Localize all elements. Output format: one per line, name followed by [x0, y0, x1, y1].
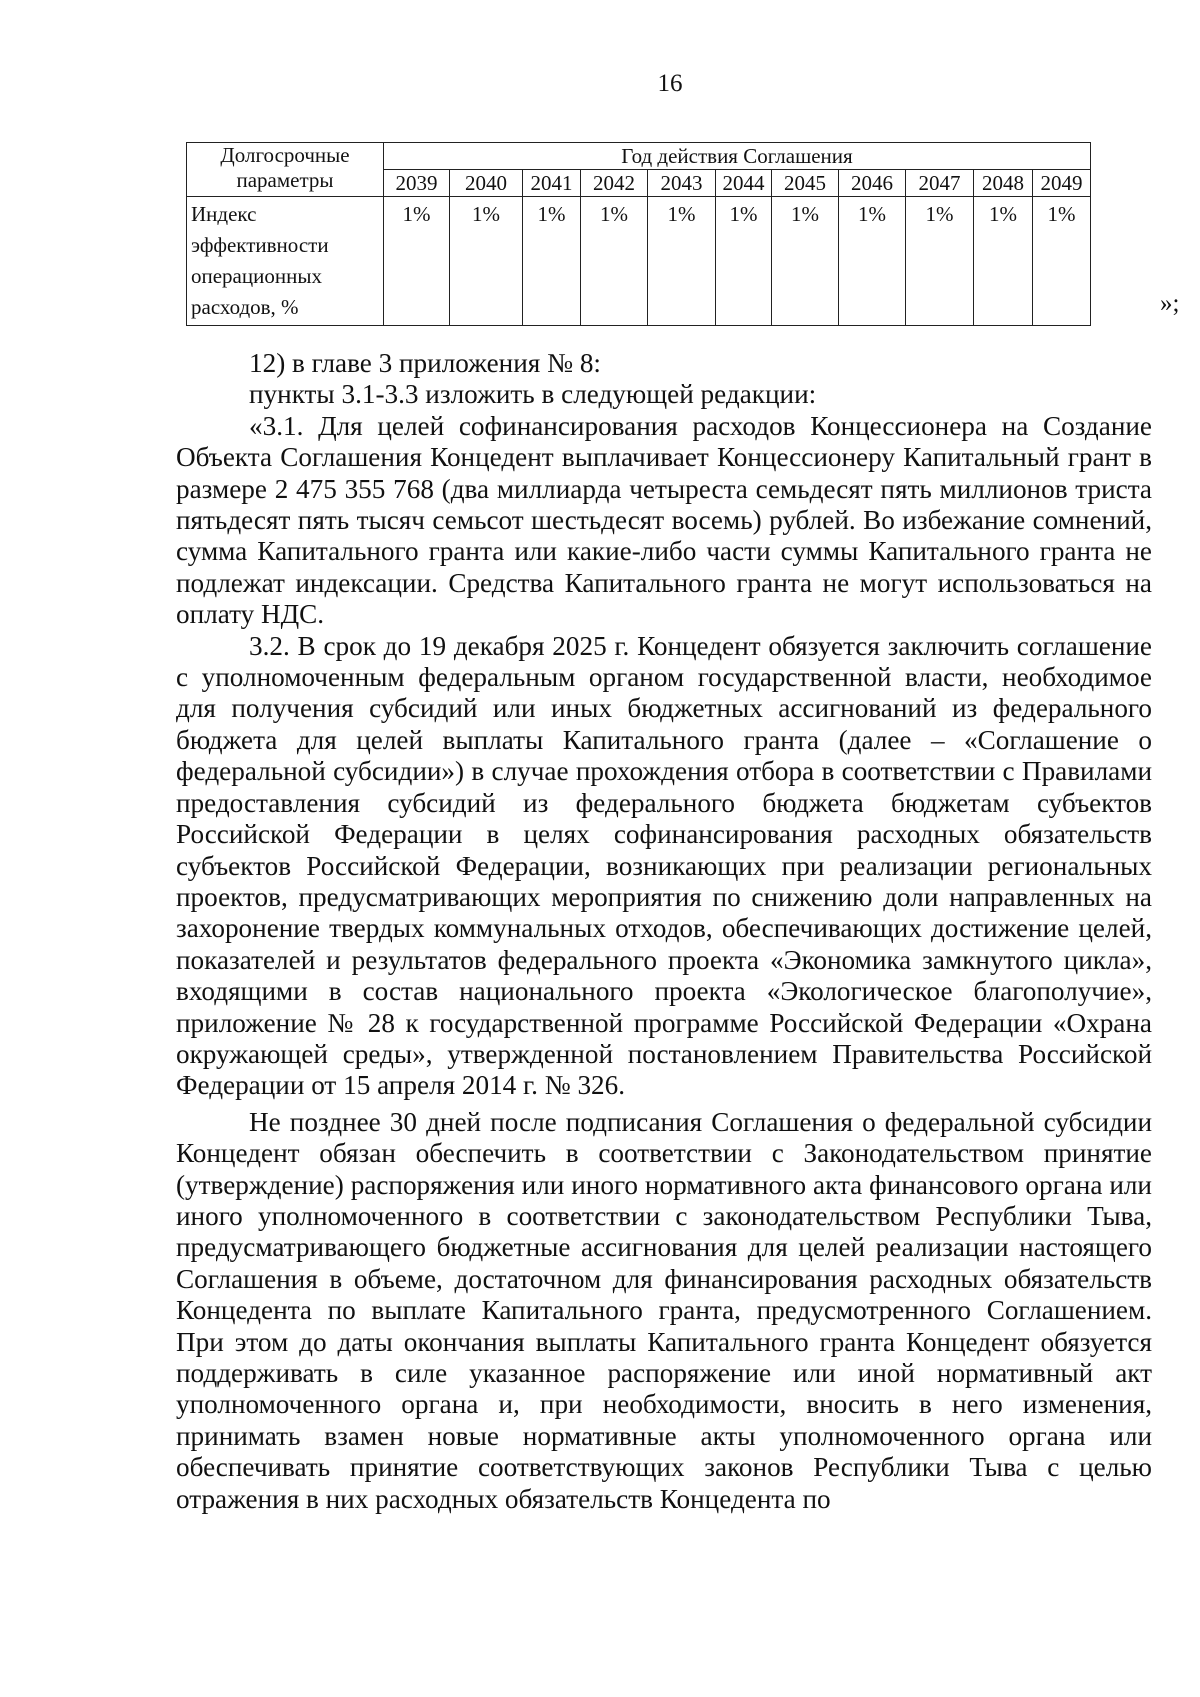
year-cell: 2039: [384, 170, 450, 197]
value-cell: 1%: [581, 197, 648, 326]
paragraph-amendment-intro: пункты 3.1-3.3 изложить в следующей редакции:: [249, 379, 817, 410]
value-cell: 1%: [523, 197, 581, 326]
value-cell: 1%: [450, 197, 523, 326]
long-term-parameters-table: [186, 142, 1091, 326]
year-cell: 2046: [839, 170, 906, 197]
year-cell: 2045: [772, 170, 839, 197]
year-cell: 2049: [1033, 170, 1091, 197]
table-header-row: [187, 143, 1091, 170]
value-cell: 1%: [384, 197, 450, 326]
table-row: [187, 197, 1091, 326]
years-header: Год действия Соглашения: [384, 143, 1091, 170]
value-cell: 1%: [716, 197, 772, 326]
paragraph-3-1: «3.1. Для целей софинансирования расходов Концессионера на Создание Объекта Соглашения Концедент выплачивает Концессионеру Капитальный грант в размере 2 475 355 768 (два миллиарда четыреста семьдесят пять миллионов триста пятьдесят пять тысяч семьсот шестьдесят восемь) рублей. Во избежание сомнений, сумма Капитального гранта или какие-либо части суммы Капитального гранта не подлежат индексации. Средства Капитального гранта не могут использоваться на оплату НДС.: [176, 410, 1152, 630]
paragraph-subsidy-obligation: Не позднее 30 дней после подписания Соглашения о федеральной субсидии Концедент обязан обеспечить в соответствии с Законодательством принятие (утверждение) распоряжения или иного нормативного акта финансового органа или иного уполномоченного в соответствии с законодательством Республики Тыва, предусматривающего бюджетные ассигнования для целей реализации настоящего Соглашения в объеме, достаточном для финансирования расходных обязательств Концедента по выплате Капитального гранта, предусмотренного Соглашением. При этом до даты окончания выплаты Капитального гранта Концедент обязуется поддерживать в силе указанное распоряжение или иной нормативный акт уполномоченного органа и, при необходимости, вносить в него изменения, принимать взамен новые нормативные акты уполномоченного органа или обеспечивать принятие соответствующих законов Республики Тыва с целью отражения в них расходных обязательств Концедента по: [176, 1106, 1152, 1514]
paragraph-3-2: 3.2. В срок до 19 декабря 2025 г. Концедент обязуется заключить соглашение с уполномоченным федеральным органом государственной власти, необходимое для получения субсидий или иных бюджетных ассигнований из федерального бюджета для целей выплаты Капитального гранта (далее – «Соглашение о федеральной субсидии») в случае прохождения отбора в соответствии с Правилами предоставления субсидий из федерального бюджета бюджетам субъектов Российской Федерации в целях софинансирования расходных обязательств субъектов Российской Федерации, возникающих при реализации региональных проектов, предусматривающих мероприятия по снижению доли направленных на захоронение твердых коммунальных отходов, обеспечивающих достижение целей, показателей и результатов федерального проекта «Экономика замкнутого цикла», входящими в состав национального проекта «Экологическое благополучие», приложение № 28 к государственной программе Российской Федерации «Охрана окружающей среды», утвержденной постановлением Правительства Российской Федерации от 15 апреля 2014 г. № 326.: [176, 630, 1152, 1101]
year-cell: 2041: [523, 170, 581, 197]
year-cell: 2044: [716, 170, 772, 197]
value-cell: 1%: [839, 197, 906, 326]
year-cell: 2047: [906, 170, 974, 197]
value-cell: 1%: [974, 197, 1033, 326]
value-cell: 1%: [772, 197, 839, 326]
year-cell: 2042: [581, 170, 648, 197]
year-cell: 2040: [450, 170, 523, 197]
year-cell: 2043: [648, 170, 716, 197]
value-cell: 1%: [906, 197, 974, 326]
document-body: [176, 348, 1152, 1515]
table-closing-quote: »;: [1160, 290, 1180, 317]
year-cell: 2048: [974, 170, 1033, 197]
param-name-cell: Индекс эффективности операционных расходов, %: [187, 197, 384, 326]
page-number: 16: [657, 70, 683, 97]
param-column-header: Долгосрочные параметры: [187, 143, 384, 197]
paragraph-item-12: 12) в главе 3 приложения № 8:: [249, 348, 601, 378]
value-cell: 1%: [648, 197, 716, 326]
value-cell: 1%: [1033, 197, 1091, 326]
